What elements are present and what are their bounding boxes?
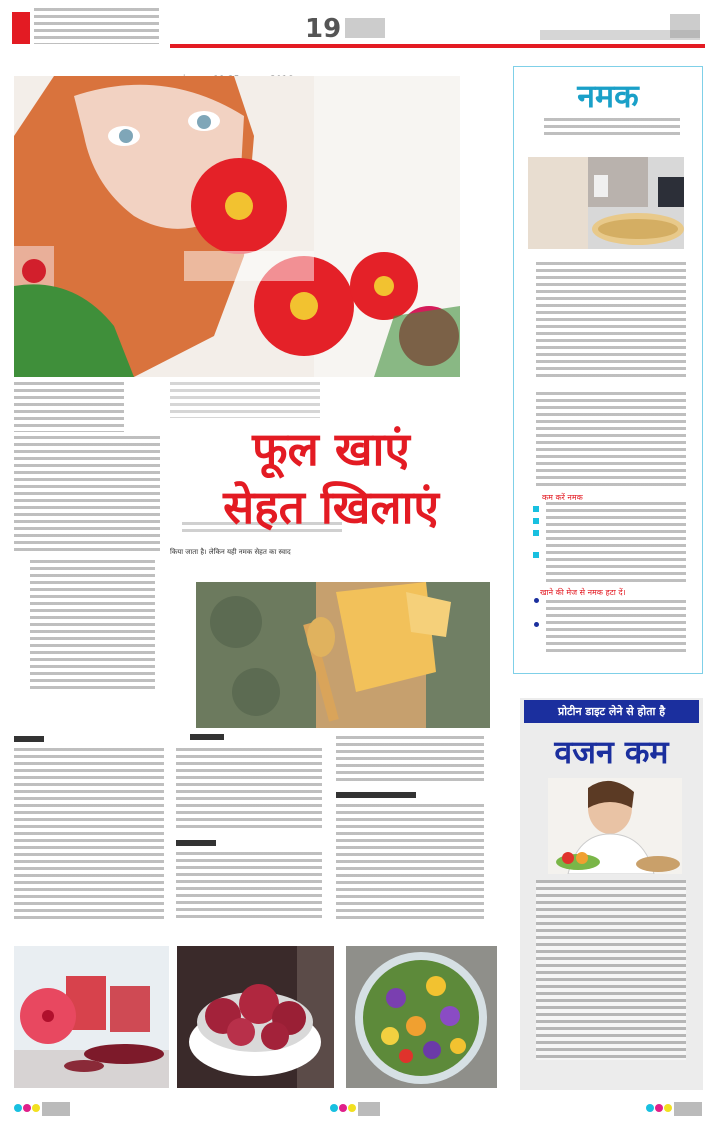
registration-bar <box>674 1102 702 1116</box>
tip-bullet-icon <box>533 552 539 558</box>
protein-sidebar-text <box>536 880 686 1060</box>
left-column-text <box>14 382 124 432</box>
registration-mark-icon <box>339 1104 347 1112</box>
left-column-text <box>30 560 155 690</box>
registration-mark-icon <box>23 1104 31 1112</box>
salt-sidebar-subtitle <box>544 118 680 138</box>
tip-bullet-icon <box>533 518 539 524</box>
intro-text <box>170 382 320 418</box>
header-rule <box>170 44 705 48</box>
left-column-text <box>14 436 160 552</box>
column-3-text <box>336 736 484 784</box>
subhead-bar <box>14 736 44 742</box>
salt-tips-text <box>546 502 686 584</box>
flower-salad-photo <box>346 946 497 1088</box>
rose-sweets-photo <box>177 946 334 1088</box>
column-2-text <box>176 748 322 832</box>
registration-mark-icon <box>664 1104 672 1112</box>
header-blur <box>345 18 385 38</box>
hero-photo <box>14 76 460 377</box>
page-number: 19 <box>305 14 342 44</box>
registration-mark-icon <box>348 1104 356 1112</box>
list-bullet-icon <box>534 622 539 627</box>
article-headline <box>196 420 466 536</box>
subhead-bar <box>336 792 416 798</box>
subhead-bar <box>176 840 216 846</box>
salt-sidebar-title: नमक <box>577 77 639 115</box>
headline-line-1: फूल खाएं <box>252 422 410 476</box>
header-right-box <box>670 14 700 38</box>
subhead-bar <box>190 734 224 740</box>
column-3-text <box>336 804 484 920</box>
headline-line-2: सेहत खिलाएं <box>223 480 439 534</box>
salt-tips-heading: कम करें नमक <box>542 493 583 502</box>
list-bullet-icon <box>534 598 539 603</box>
intro-text-line: किया जाता है। लेकिन यही नमक सेहत का स्वाद <box>170 548 291 556</box>
registration-mark-icon <box>330 1104 338 1112</box>
salt-sidebar-text <box>536 392 686 488</box>
tip-bullet-icon <box>533 506 539 512</box>
column-1-text <box>14 748 164 920</box>
registration-mark-icon <box>655 1104 663 1112</box>
masthead-bar <box>12 12 30 44</box>
salt-sidebar-photo <box>528 157 684 249</box>
registration-mark-icon <box>646 1104 654 1112</box>
masthead-title <box>34 8 164 48</box>
registration-mark-icon <box>32 1104 40 1112</box>
registration-bar <box>42 1102 70 1116</box>
honey-herbs-photo <box>196 582 490 728</box>
protein-sidebar-band: प्रोटीन डाइट लेने से होता है <box>524 700 699 723</box>
salt-tip-last: खाने की मेज से नमक हटा दें। <box>540 588 626 597</box>
hibiscus-tea-photo <box>14 946 169 1088</box>
protein-sidebar-title: वजन कम <box>554 733 669 771</box>
protein-sidebar-photo <box>548 778 682 874</box>
salt-list-text <box>546 600 686 654</box>
registration-mark-icon <box>14 1104 22 1112</box>
column-2-text <box>176 852 322 920</box>
tip-bullet-icon <box>533 530 539 536</box>
registration-bar <box>358 1102 380 1116</box>
salt-sidebar-text <box>536 262 686 380</box>
